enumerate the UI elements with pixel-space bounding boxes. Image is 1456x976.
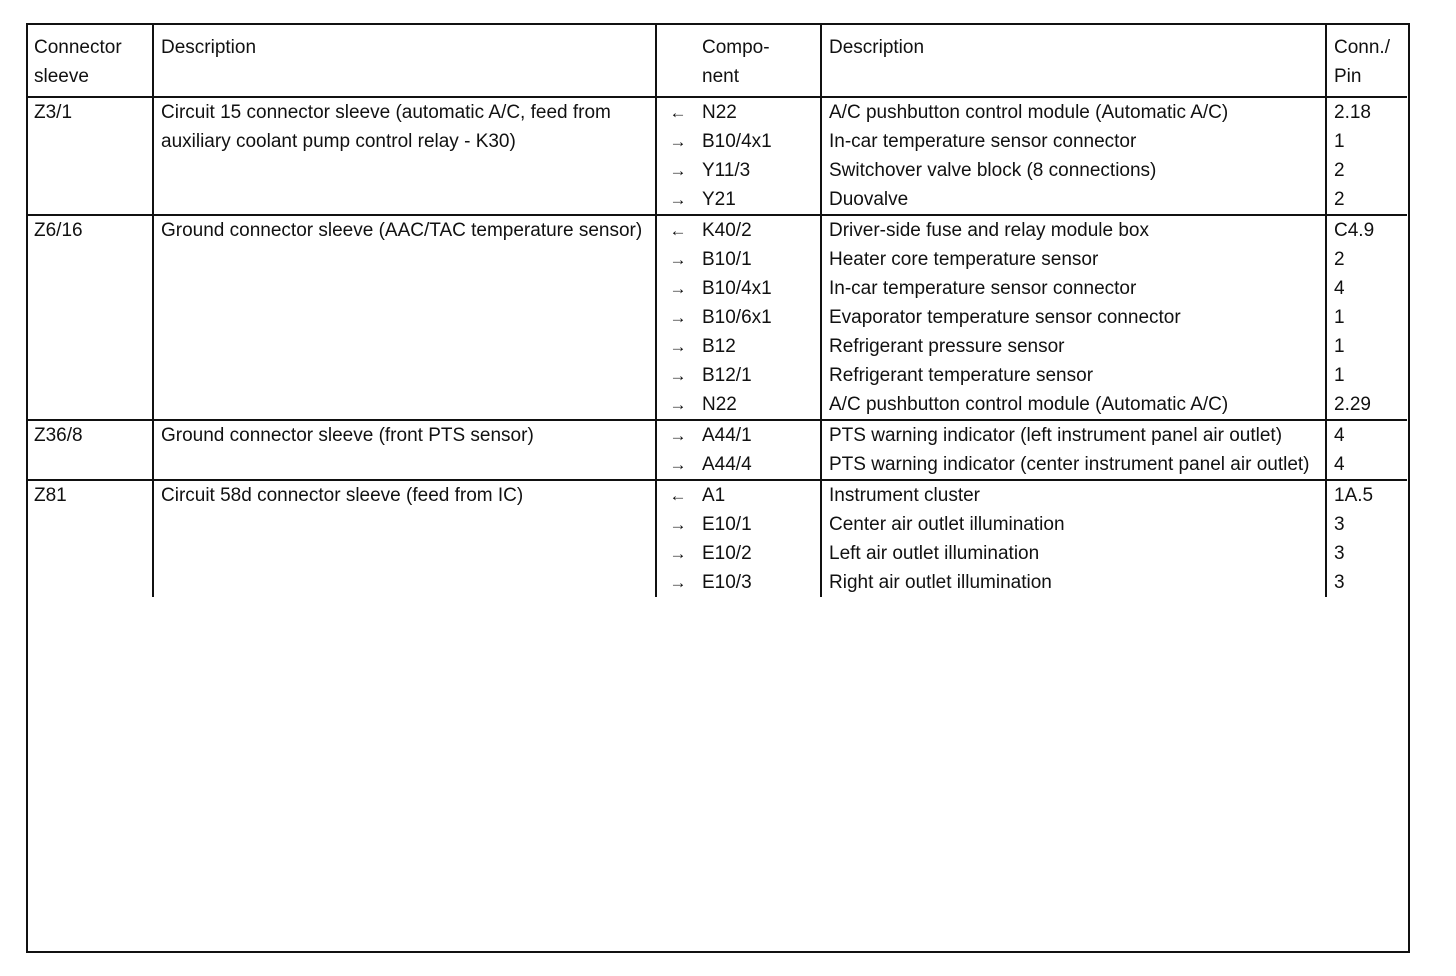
header-connector-sleeve bbox=[27, 24, 153, 97]
header-conn-pin bbox=[1326, 24, 1407, 97]
conn-pin-cell: 3 bbox=[1334, 572, 1345, 593]
arrow-right-icon: → bbox=[669, 190, 687, 209]
sleeve-description-cell: Circuit 58d connector sleeve (feed from IC) bbox=[153, 480, 656, 597]
header-description bbox=[153, 24, 656, 97]
component-description-cell: Evaporator temperature sensor connector bbox=[821, 303, 1326, 332]
arrow-right-icon: → bbox=[669, 132, 687, 151]
component-description-cell: In-car temperature sensor connector bbox=[821, 127, 1326, 156]
header-component bbox=[699, 24, 821, 97]
header-component-text: Compo- nent bbox=[702, 37, 770, 87]
conn-pin-cell: 1 bbox=[1334, 307, 1345, 328]
connector-sleeve-cell: Z6/16 bbox=[27, 215, 153, 420]
connector-sleeve-cell: Z3/1 bbox=[27, 97, 153, 215]
connector-sleeve-table bbox=[27, 24, 1407, 597]
component-description-cell: A/C pushbutton control module (Automatic A/C) bbox=[821, 390, 1326, 420]
header-row bbox=[27, 24, 1407, 97]
connector-sleeve-cell: Z81 bbox=[27, 480, 153, 597]
conn-pin-cell: 3 bbox=[1334, 514, 1345, 535]
component-description-cell: Driver-side fuse and relay module box bbox=[821, 215, 1326, 245]
component-description-cell: Left air outlet illumination bbox=[821, 539, 1326, 568]
component-cell: B12/1 bbox=[699, 361, 821, 390]
arrow-right-icon: → bbox=[669, 573, 687, 592]
conn-pin-cell: 2 bbox=[1334, 249, 1345, 270]
component-description-cell: Heater core temperature sensor bbox=[821, 245, 1326, 274]
header-arrow bbox=[656, 24, 699, 97]
component-cell: B10/1 bbox=[699, 245, 821, 274]
component-cell: A1 bbox=[699, 480, 821, 510]
arrow-right-icon: → bbox=[669, 515, 687, 534]
sleeve-description-cell: Ground connector sleeve (AAC/TAC temperature sensor) bbox=[153, 215, 656, 420]
conn-pin-cell: 4 bbox=[1326, 420, 1407, 450]
component-description-cell: PTS warning indicator (left instrument panel air outlet) bbox=[821, 420, 1326, 450]
sleeve-description-cell: Circuit 15 connector sleeve (automatic A/C, feed from auxiliary coolant pump control relay - K30) bbox=[153, 97, 656, 215]
component-description-cell: A/C pushbutton control module (Automatic A/C) bbox=[821, 97, 1326, 127]
arrow-right-icon: → bbox=[656, 420, 699, 450]
arrow-left-icon: ← bbox=[656, 215, 699, 245]
arrow-right-icon: → bbox=[669, 366, 687, 385]
component-cell: E10/1 bbox=[699, 510, 821, 539]
component-cell: K40/2 bbox=[699, 215, 821, 245]
arrow-right-icon: → bbox=[669, 395, 687, 414]
connector-sleeve-cell: Z36/8 bbox=[27, 420, 153, 480]
table-row bbox=[27, 480, 1407, 510]
conn-pin-cell: 2.29 bbox=[1334, 394, 1371, 415]
header-comp-description bbox=[821, 24, 1326, 97]
conn-pin-cell: 2 bbox=[1334, 160, 1345, 181]
component-cell: E10/2 bbox=[699, 539, 821, 568]
header-conn-pin-text: Conn./ Pin bbox=[1334, 37, 1390, 87]
component-cell: Y21 bbox=[699, 185, 821, 215]
arrow-left-icon: ← bbox=[656, 480, 699, 510]
component-description-cell: Duovalve bbox=[821, 185, 1326, 215]
conn-pin-cell: 1A.5 bbox=[1326, 480, 1407, 510]
component-cell: Y11/3 bbox=[699, 156, 821, 185]
component-cell: B10/6x1 bbox=[699, 303, 821, 332]
conn-pin-cell: 4 bbox=[1334, 278, 1345, 299]
conn-pin-cell: 3 bbox=[1334, 543, 1345, 564]
arrow-left-icon: ← bbox=[656, 97, 699, 127]
sleeve-description-cell: Ground connector sleeve (front PTS sensor) bbox=[153, 420, 656, 480]
component-cell: B10/4x1 bbox=[699, 274, 821, 303]
arrow-right-icon: → bbox=[669, 544, 687, 563]
component-description-cell: Center air outlet illumination bbox=[821, 510, 1326, 539]
header-connector-sleeve-text: Connector sleeve bbox=[34, 37, 122, 87]
component-cell: E10/3 bbox=[699, 568, 821, 597]
component-description-cell: In-car temperature sensor connector bbox=[821, 274, 1326, 303]
arrow-right-icon: → bbox=[669, 337, 687, 356]
header-description-text: Description bbox=[161, 37, 257, 58]
conn-pin-cell: 4 bbox=[1334, 454, 1345, 475]
arrow-right-icon: → bbox=[669, 455, 687, 474]
table-row bbox=[27, 97, 1407, 127]
component-cell: B10/4x1 bbox=[699, 127, 821, 156]
arrow-right-icon: → bbox=[669, 161, 687, 180]
table-row bbox=[27, 420, 1407, 450]
header-comp-description-text: Description bbox=[829, 37, 925, 58]
component-description-cell: Refrigerant temperature sensor bbox=[821, 361, 1326, 390]
table-body bbox=[27, 97, 1407, 597]
component-description-cell: Switchover valve block (8 connections) bbox=[821, 156, 1326, 185]
conn-pin-cell: C4.9 bbox=[1326, 215, 1407, 245]
arrow-right-icon: → bbox=[669, 279, 687, 298]
component-cell: A44/4 bbox=[699, 450, 821, 480]
component-description-cell: PTS warning indicator (center instrument panel air outlet) bbox=[821, 450, 1326, 480]
component-cell: A44/1 bbox=[699, 420, 821, 450]
table-row bbox=[27, 215, 1407, 245]
component-cell: N22 bbox=[699, 97, 821, 127]
component-cell: B12 bbox=[699, 332, 821, 361]
component-description-cell: Instrument cluster bbox=[821, 480, 1326, 510]
component-cell: N22 bbox=[699, 390, 821, 420]
component-description-cell: Refrigerant pressure sensor bbox=[821, 332, 1326, 361]
conn-pin-cell: 2 bbox=[1334, 189, 1345, 210]
component-description-cell: Right air outlet illumination bbox=[821, 568, 1326, 597]
arrow-right-icon: → bbox=[669, 250, 687, 269]
conn-pin-cell: 1 bbox=[1334, 336, 1345, 357]
arrow-right-icon: → bbox=[669, 308, 687, 327]
conn-pin-cell: 2.18 bbox=[1326, 97, 1407, 127]
conn-pin-cell: 1 bbox=[1334, 131, 1345, 152]
conn-pin-cell: 1 bbox=[1334, 365, 1345, 386]
